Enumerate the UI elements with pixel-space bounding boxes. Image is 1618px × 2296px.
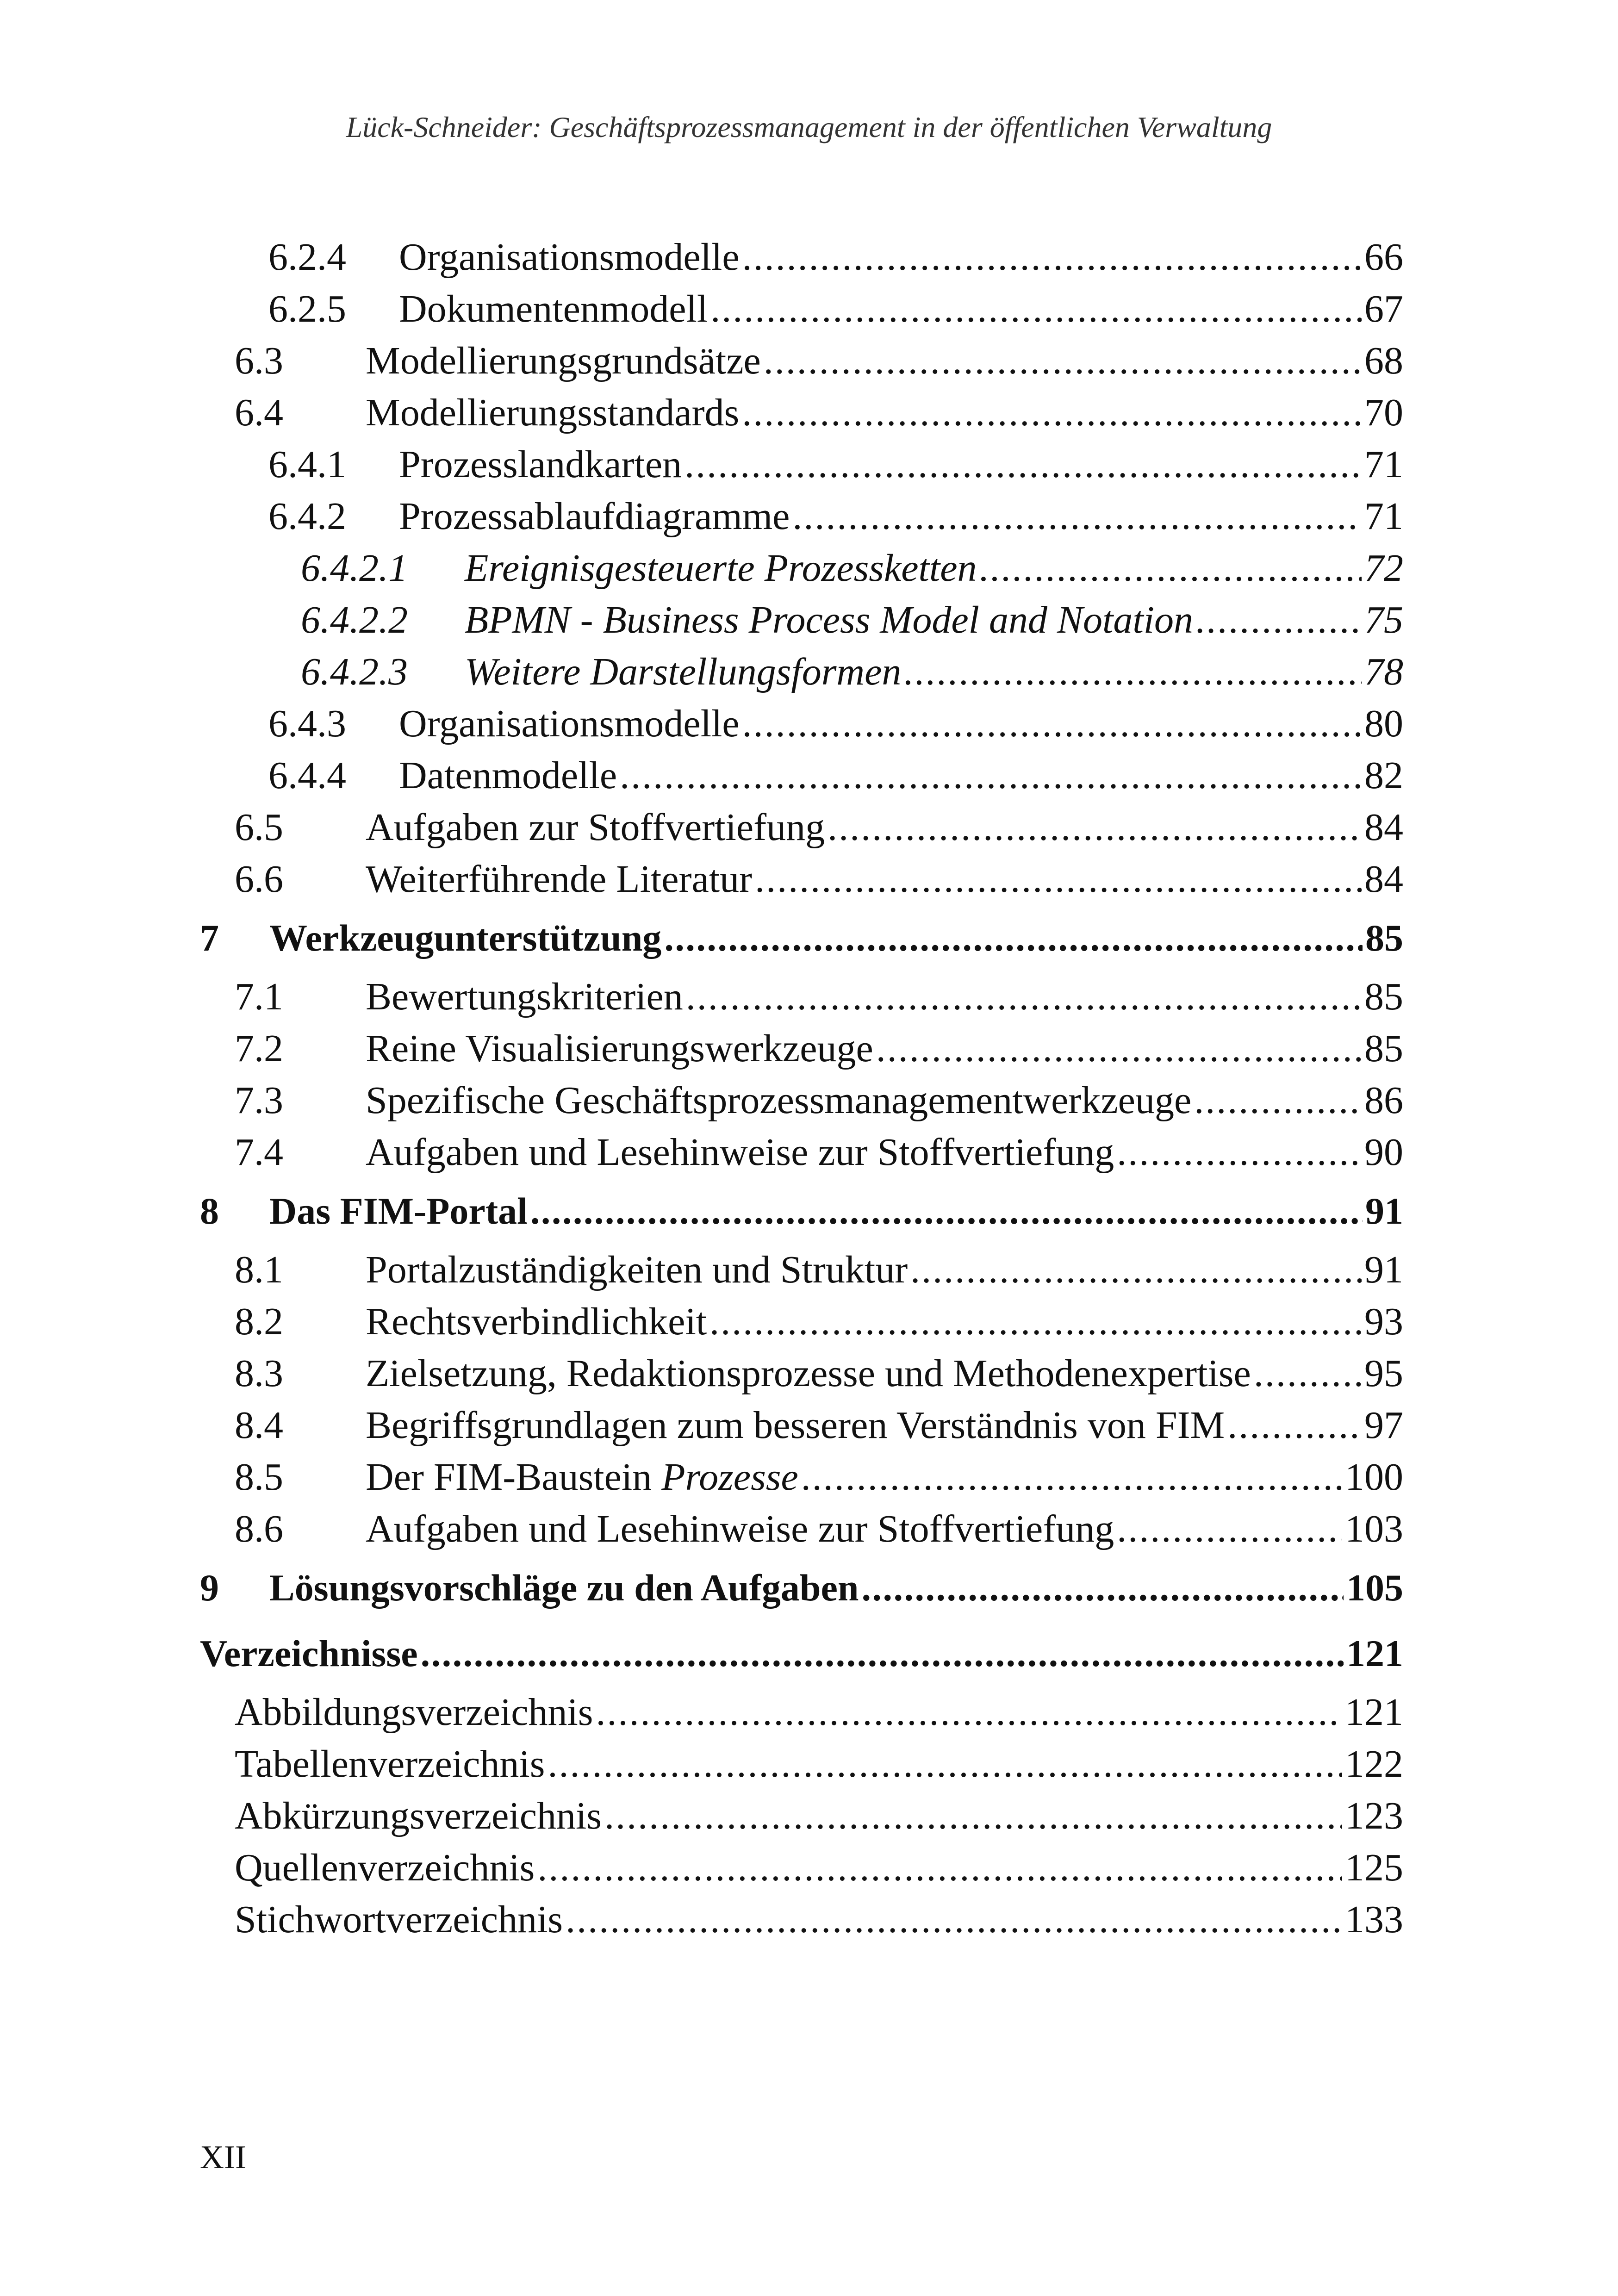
toc-entry-title: Reine Visualisierungswerkzeuge [366,1027,873,1070]
toc-entry[interactable] [200,905,1403,971]
toc-entry-number: 6.4.2.1 [301,547,408,590]
toc-entry-title: Spezifische Geschäftsprozessmanagementwerkzeuge [366,1079,1192,1122]
toc-entry-title: Prozesslandkarten [399,443,682,486]
toc-entry-page: 97 [1364,1404,1403,1447]
toc-dot-leader [1196,594,1362,646]
toc-entry-page: 75 [1364,598,1403,641]
toc-dot-leader [742,387,1362,439]
toc-entry-title: Quellenverzeichnis [235,1846,535,1889]
page-number: XII [200,2139,246,2176]
toc-entry-number: 6.4.2.3 [301,650,408,693]
toc-entry[interactable] [200,594,1403,646]
toc-entry[interactable] [200,1451,1403,1503]
toc-entry-title: Werkzeugunterstützung [269,917,662,959]
toc-entry-title: Aufgaben zur Stoffvertiefung [366,806,825,849]
toc-entry-page: 84 [1364,806,1403,849]
toc-entry-title: Organisationsmodelle [399,702,740,745]
toc-entry-title: Prozessablaufdiagramme [399,495,790,538]
toc-entry-title: Aufgaben und Lesehinweise zur Stoffvertiefung [366,1131,1114,1174]
toc-entry-page: 68 [1364,339,1403,382]
toc-entry-title: Begriffsgrundlagen zum besseren Verständnis von FIM [366,1404,1225,1447]
toc-dot-leader [1227,1400,1362,1451]
toc-entry-title: Abbildungsverzeichnis [235,1691,593,1734]
toc-entry[interactable] [200,1842,1403,1894]
running-header: Lück-Schneider: Geschäftsprozessmanagement in der öffentlichen Verwaltung [346,111,1272,143]
toc-entry-title: Weitere Darstellungsformen [465,650,902,693]
toc-entry[interactable] [200,335,1403,387]
toc-entry-title: Rechtsverbindlichkeit [366,1300,707,1343]
toc-entry-number: 6.4.3 [268,702,346,745]
toc-entry-title: Aufgaben und Lesehinweise zur Stoffvertiefung [366,1507,1114,1550]
toc-entry[interactable] [200,1738,1403,1790]
toc-dot-leader [548,1738,1342,1790]
toc-entry-number: 8.2 [235,1300,283,1343]
toc-dot-leader [710,283,1362,335]
toc-entry-number: 6.4.2 [268,495,346,538]
toc-entry-page: 133 [1345,1898,1403,1941]
toc-dot-leader [566,1894,1342,1946]
toc-entry[interactable] [200,1126,1403,1178]
toc-entry-page: 72 [1364,547,1403,590]
toc-entry-number: 7.3 [235,1079,283,1122]
toc-entry-number: 7.4 [235,1131,283,1174]
toc-entry-number: 6.4.2.2 [301,598,408,641]
toc-entry-page: 78 [1364,650,1403,693]
toc-entry[interactable] [200,1348,1403,1400]
toc-entry-page: 122 [1345,1742,1403,1786]
toc-dot-leader [620,750,1362,802]
toc-entry[interactable] [200,1555,1403,1621]
toc-dot-leader [1254,1348,1362,1400]
toc-entry-page: 85 [1364,1027,1403,1070]
toc-entry[interactable] [200,853,1403,905]
toc-entry[interactable] [200,971,1403,1023]
toc-entry-title: Tabellenverzeichnis [235,1742,545,1786]
toc-entry[interactable] [200,1503,1403,1555]
toc-entry-title: Bewertungskriterien [366,975,683,1018]
toc-entry-number: 6.5 [235,806,283,849]
toc-entry[interactable] [200,1178,1403,1244]
toc-entry-number: 6.4.1 [268,443,346,486]
toc-dot-leader [596,1686,1343,1738]
toc-entry-number: 6.2.5 [268,287,346,330]
toc-entry-page: 103 [1345,1507,1403,1550]
toc-entry-page: 80 [1364,702,1403,745]
toc-entry[interactable] [200,1894,1403,1946]
toc-dot-leader [686,971,1362,1023]
toc-dot-leader [685,439,1362,491]
toc-entry-number: 8.4 [235,1404,283,1447]
toc-entry-number: 8.5 [235,1456,283,1499]
toc-entry-number: 6.4.4 [268,754,346,797]
toc-entry-page: 67 [1364,287,1403,330]
table-of-contents [200,231,1403,1946]
toc-entry[interactable] [200,646,1403,698]
toc-entry[interactable] [200,283,1403,335]
toc-dot-leader [764,335,1362,387]
toc-dot-leader [421,1621,1344,1686]
toc-entry-number: 8.6 [235,1507,283,1550]
toc-entry-page: 105 [1346,1567,1403,1609]
toc-entry-page: 71 [1364,443,1403,486]
toc-entry[interactable] [200,1023,1403,1075]
toc-entry-number: 8 [200,1190,219,1232]
toc-dot-leader [604,1790,1342,1842]
toc-entry-number: 9 [200,1567,219,1609]
toc-entry-number: 6.6 [235,858,283,901]
toc-entry-number: 6.4 [235,391,283,434]
toc-entry-page: 70 [1364,391,1403,434]
toc-entry[interactable] [200,387,1403,439]
toc-entry-title: Ereignisgesteuerte Prozessketten [465,547,977,590]
toc-entry[interactable] [200,1790,1403,1842]
toc-entry-title: Weiterführende Literatur [366,858,753,901]
toc-dot-leader [910,1244,1362,1296]
toc-entry-page: 91 [1364,1248,1403,1291]
toc-dot-leader [876,1023,1362,1075]
toc-entry-title: Modellierungsstandards [366,391,740,434]
toc-entry-title: Dokumentenmodell [399,287,708,330]
toc-entry-number: 8.3 [235,1352,283,1395]
toc-entry-title: Abkürzungsverzeichnis [235,1794,602,1837]
toc-entry-page: 100 [1345,1456,1403,1499]
toc-entry-number: 8.1 [235,1248,283,1291]
toc-entry-page: 123 [1345,1794,1403,1837]
toc-entry-page: 84 [1364,858,1403,901]
toc-entry-title: Datenmodelle [399,754,617,797]
toc-entry[interactable] [200,698,1403,750]
toc-entry-title: Stichwortverzeichnis [235,1898,563,1941]
toc-entry-page: 95 [1364,1352,1403,1395]
toc-entry-number: 7.1 [235,975,283,1018]
toc-entry[interactable] [200,1244,1403,1296]
toc-entry[interactable] [200,750,1403,802]
toc-entry[interactable] [200,231,1403,283]
toc-entry-page: 82 [1364,754,1403,797]
toc-dot-leader [862,1555,1344,1621]
toc-entry-number: 7.2 [235,1027,283,1070]
toc-dot-leader [1194,1075,1362,1126]
toc-entry[interactable] [200,1686,1403,1738]
toc-entry[interactable] [200,439,1403,491]
toc-dot-leader [664,905,1363,971]
toc-entry[interactable] [200,542,1403,594]
toc-entry[interactable] [200,1075,1403,1126]
toc-entry-title: Portalzuständigkeiten und Struktur [366,1248,908,1291]
toc-entry-page: 91 [1365,1190,1403,1232]
toc-entry-title: Das FIM-Portal [269,1190,528,1232]
toc-dot-leader [742,231,1362,283]
toc-entry[interactable] [200,1400,1403,1451]
toc-entry[interactable] [200,1296,1403,1348]
toc-entry-page: 93 [1364,1300,1403,1343]
toc-dot-leader [792,491,1362,542]
toc-entry-number: 6.2.4 [268,236,346,279]
toc-entry-page: 121 [1346,1632,1403,1674]
toc-dot-leader [801,1451,1342,1503]
toc-entry-page: 121 [1345,1691,1403,1734]
toc-entry-page: 86 [1364,1079,1403,1122]
toc-dot-leader [979,542,1362,594]
toc-entry[interactable] [200,1621,1403,1686]
toc-entry-title: BPMN - Business Process Model and Notation [465,598,1194,641]
toc-entry-page: 85 [1365,917,1403,959]
toc-entry-page: 85 [1364,975,1403,1018]
toc-dot-leader [828,802,1362,853]
toc-entry-title: Zielsetzung, Redaktionsprozesse und Methodenexpertise [366,1352,1251,1395]
toc-dot-leader [530,1178,1363,1244]
toc-dot-leader [904,646,1362,698]
toc-entry-page: 71 [1364,495,1403,538]
toc-entry-number: 6.3 [235,339,283,382]
toc-entry-page: 90 [1364,1131,1403,1174]
toc-entry-page: 66 [1364,236,1403,279]
toc-dot-leader [755,853,1362,905]
toc-dot-leader [537,1842,1342,1894]
toc-entry-title: Der FIM-Baustein Prozesse [366,1456,798,1499]
toc-entry-number: 7 [200,917,219,959]
toc-entry-title: Modellierungsgrundsätze [366,339,761,382]
toc-entry-title: Organisationsmodelle [399,236,740,279]
toc-entry-page: 125 [1345,1846,1403,1889]
toc-entry-title: Verzeichnisse [200,1632,418,1674]
toc-entry[interactable] [200,802,1403,853]
toc-dot-leader [1117,1126,1362,1178]
toc-entry-title: Lösungsvorschläge zu den Aufgaben [269,1567,859,1609]
toc-entry-title-italic: Prozesse [661,1456,798,1499]
toc-dot-leader [709,1296,1362,1348]
toc-dot-leader [742,698,1362,750]
toc-dot-leader [1117,1503,1342,1555]
toc-entry[interactable] [200,491,1403,542]
